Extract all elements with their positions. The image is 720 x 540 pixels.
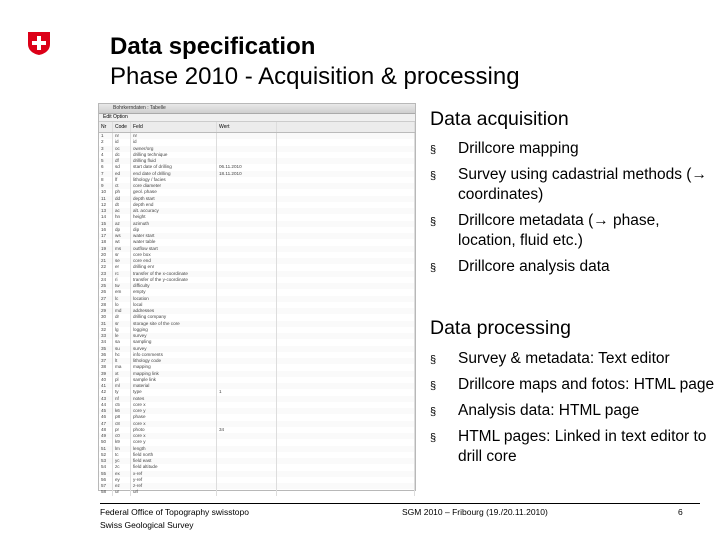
table-cell: c5 bbox=[113, 402, 131, 408]
table-cell: 7 bbox=[99, 171, 113, 177]
page-number: 6 bbox=[678, 507, 683, 517]
acquisition-heading: Data acquisition bbox=[430, 108, 569, 130]
column-header: Feld bbox=[131, 122, 217, 132]
table-cell: mapping link bbox=[131, 371, 217, 377]
table-cell: tc bbox=[113, 452, 131, 458]
processing-list bbox=[430, 349, 715, 473]
table-cell: field north bbox=[131, 452, 217, 458]
table-cell: 34 bbox=[99, 339, 113, 345]
table-cell: 28 bbox=[99, 302, 113, 308]
table-cell: ey bbox=[113, 477, 131, 483]
table-cell: em bbox=[113, 289, 131, 295]
table-cell: ac bbox=[113, 208, 131, 214]
table-cell: lo bbox=[113, 302, 131, 308]
table-cell: storage site of the core bbox=[131, 321, 217, 327]
table-cell: 51 bbox=[99, 446, 113, 452]
table-cell: sample link bbox=[131, 377, 217, 383]
table-row bbox=[99, 489, 415, 495]
table-cell: lithology code bbox=[131, 358, 217, 364]
table-cell: empty bbox=[131, 289, 217, 295]
list-item: § Drillcore maps and fotos: HTML page bbox=[430, 375, 715, 395]
table-cell: core y bbox=[131, 408, 217, 414]
table-cell: 30 bbox=[99, 314, 113, 320]
table-cell: sa bbox=[113, 339, 131, 345]
table-cell: 1 bbox=[217, 389, 277, 395]
table-cell: 29 bbox=[99, 308, 113, 314]
table-cell: 47 bbox=[99, 421, 113, 427]
table-cell: 18 bbox=[99, 239, 113, 245]
screenshot-titlebar bbox=[99, 104, 415, 114]
table-cell: logging bbox=[131, 327, 217, 333]
bullet-glyph: § bbox=[430, 354, 437, 366]
table-cell: zc bbox=[113, 464, 131, 470]
table-cell: ws bbox=[113, 233, 131, 239]
table-cell: height bbox=[131, 214, 217, 220]
table-cell: hc bbox=[113, 352, 131, 358]
table-cell: 58 bbox=[99, 489, 113, 495]
table-cell: 15 bbox=[99, 221, 113, 227]
table-cell: 23 bbox=[99, 271, 113, 277]
table-cell: drilling company bbox=[131, 314, 217, 320]
table-cell: 21 bbox=[99, 258, 113, 264]
table-cell: x-ref bbox=[131, 471, 217, 477]
table-cell: dd bbox=[113, 196, 131, 202]
list-item: § HTML pages: Linked in text editor to drill core bbox=[430, 428, 707, 465]
table-cell: 37 bbox=[99, 358, 113, 364]
list-item: § Survey using cadastrial methods (→ coordinates) bbox=[430, 166, 707, 203]
table-cell: le bbox=[113, 333, 131, 339]
table-cell: dip bbox=[131, 227, 217, 233]
footer-event: SGM 2010 – Fribourg (19./20.11.2010) bbox=[402, 507, 548, 517]
table-cell: url bbox=[131, 489, 217, 495]
table-cell: 1 bbox=[99, 133, 113, 139]
table-cell: sr bbox=[113, 252, 131, 258]
table-cell: lc bbox=[113, 296, 131, 302]
table-cell: azimuth bbox=[131, 221, 217, 227]
bullet-glyph: § bbox=[430, 170, 437, 182]
table-cell: 33 bbox=[99, 333, 113, 339]
table-cell: 22 bbox=[99, 264, 113, 270]
bullet-glyph: § bbox=[430, 144, 437, 156]
table-cell: dc bbox=[113, 152, 131, 158]
table-cell: ms bbox=[113, 246, 131, 252]
table-cell: id bbox=[113, 139, 131, 145]
table-cell: k9 bbox=[113, 439, 131, 445]
table-cell: 44 bbox=[99, 402, 113, 408]
table-cell: field altitude bbox=[131, 464, 217, 470]
table-cell: ed bbox=[113, 171, 131, 177]
table-cell: 6 bbox=[99, 164, 113, 170]
table-cell: az bbox=[113, 221, 131, 227]
table-cell: c8 bbox=[113, 421, 131, 427]
table-cell: 20 bbox=[99, 252, 113, 258]
table-cell: 26 bbox=[99, 289, 113, 295]
table-cell: 53 bbox=[99, 458, 113, 464]
processing-heading: Data processing bbox=[430, 317, 571, 339]
table-cell: ph bbox=[113, 189, 131, 195]
table-cell: difficulty bbox=[131, 283, 217, 289]
table-cell: yc bbox=[113, 458, 131, 464]
table-cell: core x bbox=[131, 433, 217, 439]
table-cell: 18.11.2010 bbox=[217, 171, 277, 177]
table-cell: core x bbox=[131, 421, 217, 427]
title-line-2: Phase 2010 - Acquisition & processing bbox=[110, 63, 520, 90]
table-cell: transfer of the x-coordinate bbox=[131, 271, 217, 277]
table-cell: 16 bbox=[99, 227, 113, 233]
table-cell: nr bbox=[131, 133, 217, 139]
table-cell: se bbox=[113, 258, 131, 264]
table-cell: geol. phase bbox=[131, 189, 217, 195]
table-cell: core y bbox=[131, 439, 217, 445]
table-cell: tw bbox=[113, 283, 131, 289]
screenshot-menu: Edit Option bbox=[99, 114, 415, 122]
table-cell: 56 bbox=[99, 477, 113, 483]
table-cell: 40 bbox=[99, 377, 113, 383]
table-cell: material bbox=[131, 383, 217, 389]
table-cell: 24 bbox=[99, 277, 113, 283]
table-cell: phase bbox=[131, 414, 217, 420]
table-cell: 19 bbox=[99, 246, 113, 252]
table-cell: hn bbox=[113, 214, 131, 220]
table-cell: 06.11.2010 bbox=[217, 164, 277, 170]
table-cell: outflow start bbox=[131, 246, 217, 252]
table-cell: y-ref bbox=[131, 477, 217, 483]
table-cell: p8 bbox=[113, 414, 131, 420]
title-line-1: Data specification bbox=[110, 33, 316, 60]
table-cell: mapping bbox=[131, 364, 217, 370]
table-cell: xt bbox=[113, 371, 131, 377]
column-header: Nr bbox=[99, 122, 113, 132]
table-cell: water start bbox=[131, 233, 217, 239]
table-cell: location bbox=[131, 296, 217, 302]
table-cell: 41 bbox=[99, 383, 113, 389]
table-cell: field east bbox=[131, 458, 217, 464]
table-cell: 32 bbox=[99, 327, 113, 333]
table-cell: 49 bbox=[99, 433, 113, 439]
table-cell: drilling technique bbox=[131, 152, 217, 158]
column-header bbox=[277, 122, 415, 132]
table-cell: core end bbox=[131, 258, 217, 264]
table-cell: 57 bbox=[99, 483, 113, 489]
table-cell: ma bbox=[113, 364, 131, 370]
table-cell: survey bbox=[131, 346, 217, 352]
table-cell: z-ref bbox=[131, 483, 217, 489]
table-cell: 35 bbox=[99, 346, 113, 352]
table-cell: depth start bbox=[131, 196, 217, 202]
table-cell: length bbox=[131, 446, 217, 452]
table-cell: 4 bbox=[99, 152, 113, 158]
table-cell: ty bbox=[113, 389, 131, 395]
table-cell: core diameter bbox=[131, 183, 217, 189]
table-cell: 45 bbox=[99, 408, 113, 414]
table-cell bbox=[277, 489, 415, 495]
table-cell: 12 bbox=[99, 202, 113, 208]
table-cell: dt bbox=[113, 202, 131, 208]
table-cell: oc bbox=[113, 146, 131, 152]
list-item: § Drillcore mapping bbox=[430, 139, 715, 159]
screenshot-table-body bbox=[99, 133, 415, 496]
table-cell: end date of drilling bbox=[131, 171, 217, 177]
bullet-glyph: § bbox=[430, 432, 437, 444]
table-cell: nr bbox=[113, 133, 131, 139]
table-cell: 9 bbox=[99, 183, 113, 189]
table-cell: sr bbox=[113, 321, 131, 327]
table-cell: rc bbox=[113, 271, 131, 277]
table-cell: addresses bbox=[131, 308, 217, 314]
table-cell: 25 bbox=[99, 283, 113, 289]
table-cell: k6 bbox=[113, 408, 131, 414]
table-cell: 38 bbox=[99, 364, 113, 370]
table-cell: er bbox=[113, 264, 131, 270]
table-cell: 13 bbox=[99, 208, 113, 214]
table-cell: 43 bbox=[99, 396, 113, 402]
table-cell: info comments bbox=[131, 352, 217, 358]
table-cell: sd bbox=[113, 164, 131, 170]
table-cell: 10 bbox=[99, 189, 113, 195]
table-cell: 50 bbox=[99, 439, 113, 445]
table-cell: c0 bbox=[113, 433, 131, 439]
table-cell: lg bbox=[113, 327, 131, 333]
table-cell: 8 bbox=[99, 177, 113, 183]
table-cell: ez bbox=[113, 483, 131, 489]
list-item: § Analysis data: HTML page bbox=[430, 401, 715, 421]
table-cell bbox=[217, 489, 277, 495]
table-cell: owner/org bbox=[131, 146, 217, 152]
table-cell: depth end bbox=[131, 202, 217, 208]
table-cell: md bbox=[113, 308, 131, 314]
table-cell: photo bbox=[131, 427, 217, 433]
screenshot-table-header bbox=[99, 122, 415, 133]
table-cell: ct bbox=[113, 183, 131, 189]
table-cell: 54 bbox=[99, 464, 113, 470]
table-cell: 2 bbox=[99, 139, 113, 145]
table-cell: ex bbox=[113, 471, 131, 477]
table-cell: su bbox=[113, 346, 131, 352]
table-cell: 39 bbox=[99, 371, 113, 377]
table-cell: 11 bbox=[99, 196, 113, 202]
table-cell: dp bbox=[113, 227, 131, 233]
table-cell: 55 bbox=[99, 471, 113, 477]
table-cell: alt. accuracy bbox=[131, 208, 217, 214]
footer-divider bbox=[100, 503, 700, 504]
table-cell: 31 bbox=[99, 321, 113, 327]
table-cell: start date of drilling bbox=[131, 164, 217, 170]
table-cell: lm bbox=[113, 446, 131, 452]
swiss-cross-logo bbox=[26, 30, 52, 56]
table-cell: core box bbox=[131, 252, 217, 258]
data-table-screenshot bbox=[98, 103, 416, 495]
table-cell: 52 bbox=[99, 452, 113, 458]
table-cell: 36 bbox=[99, 352, 113, 358]
list-item: § Drillcore metadata (→ phase, location, fluid etc.) bbox=[430, 212, 660, 249]
table-cell: id bbox=[131, 139, 217, 145]
table-cell: lithology / facies bbox=[131, 177, 217, 183]
table-cell: survey bbox=[131, 333, 217, 339]
table-cell: pr bbox=[113, 427, 131, 433]
bullet-glyph: § bbox=[430, 380, 437, 392]
table-cell: pl bbox=[113, 377, 131, 383]
table-cell: dr bbox=[113, 314, 131, 320]
table-cell: lt bbox=[113, 358, 131, 364]
table-cell: ur bbox=[113, 489, 131, 495]
table-cell: nf bbox=[113, 396, 131, 402]
table-cell: drilling fluid bbox=[131, 158, 217, 164]
bullet-glyph: § bbox=[430, 406, 437, 418]
table-cell: wt bbox=[113, 239, 131, 245]
table-cell: 46 bbox=[99, 414, 113, 420]
page-title bbox=[110, 32, 520, 92]
list-item: § Survey & metadata: Text editor bbox=[430, 349, 715, 369]
table-cell: 3 bbox=[99, 146, 113, 152]
table-cell: 14 bbox=[99, 214, 113, 220]
acquisition-list bbox=[430, 139, 715, 283]
column-header: Code bbox=[113, 122, 131, 132]
bullet-glyph: § bbox=[430, 216, 437, 228]
table-cell: 17 bbox=[99, 233, 113, 239]
table-cell: 5 bbox=[99, 158, 113, 164]
table-cell: drilling enr bbox=[131, 264, 217, 270]
table-cell: 27 bbox=[99, 296, 113, 302]
footer-org-2: Swiss Geological Survey bbox=[100, 520, 194, 530]
table-cell: local bbox=[131, 302, 217, 308]
table-cell: type bbox=[131, 389, 217, 395]
footer-org-1: Federal Office of Topography swisstopo bbox=[100, 507, 249, 517]
table-cell: ri bbox=[113, 277, 131, 283]
table-cell: notes bbox=[131, 396, 217, 402]
table-cell: core x bbox=[131, 402, 217, 408]
list-item: § Drillcore analysis data bbox=[430, 257, 715, 277]
column-header: Wert bbox=[217, 122, 277, 132]
table-cell: sampling bbox=[131, 339, 217, 345]
table-cell: 34 bbox=[217, 427, 277, 433]
table-cell: lf bbox=[113, 177, 131, 183]
table-cell: water table bbox=[131, 239, 217, 245]
table-cell: df bbox=[113, 158, 131, 164]
table-cell: transfer of the y-coordinate bbox=[131, 277, 217, 283]
table-cell: 48 bbox=[99, 427, 113, 433]
screenshot-window-title: Bohrkerndaten : Tabelle bbox=[113, 105, 166, 111]
table-cell: ml bbox=[113, 383, 131, 389]
table-cell: 42 bbox=[99, 389, 113, 395]
bullet-glyph: § bbox=[430, 262, 437, 274]
